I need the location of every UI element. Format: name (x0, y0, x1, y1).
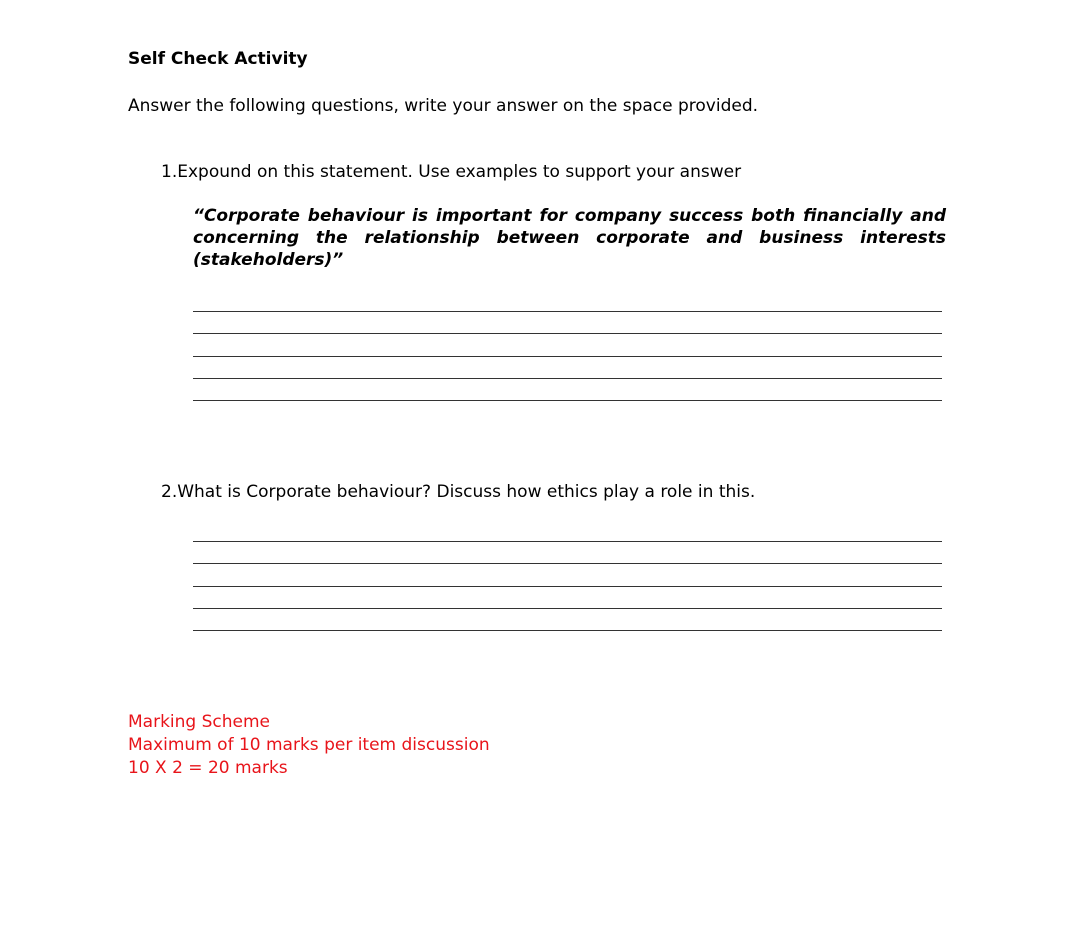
question-2: 2.What is Corporate behaviour? Discuss how ethics play a role in this. (161, 482, 756, 502)
answer-line (193, 333, 942, 334)
question-1-quote: “Corporate behaviour is important for company success both financially and concerning the relationship between corporate and business interests (stakeholders)” (193, 206, 946, 270)
answer-line (193, 378, 942, 379)
question-1: 1.Expound on this statement. Use examples to support your answer (161, 162, 742, 182)
answer-line (193, 400, 942, 401)
answer-line (193, 541, 942, 542)
answer-line (193, 563, 942, 564)
marking-scheme-max-marks: Maximum of 10 marks per item discussion (128, 735, 490, 755)
activity-instruction: Answer the following questions, write your answer on the space provided. (128, 96, 759, 116)
answer-line (193, 586, 942, 587)
marking-scheme-total: 10 X 2 = 20 marks (128, 758, 288, 778)
answer-line (193, 356, 942, 357)
answer-line (193, 311, 942, 312)
activity-title: Self Check Activity (128, 49, 308, 69)
marking-scheme-heading: Marking Scheme (128, 712, 271, 732)
answer-line (193, 608, 942, 609)
answer-line (193, 630, 942, 631)
marking-scheme (128, 711, 490, 780)
